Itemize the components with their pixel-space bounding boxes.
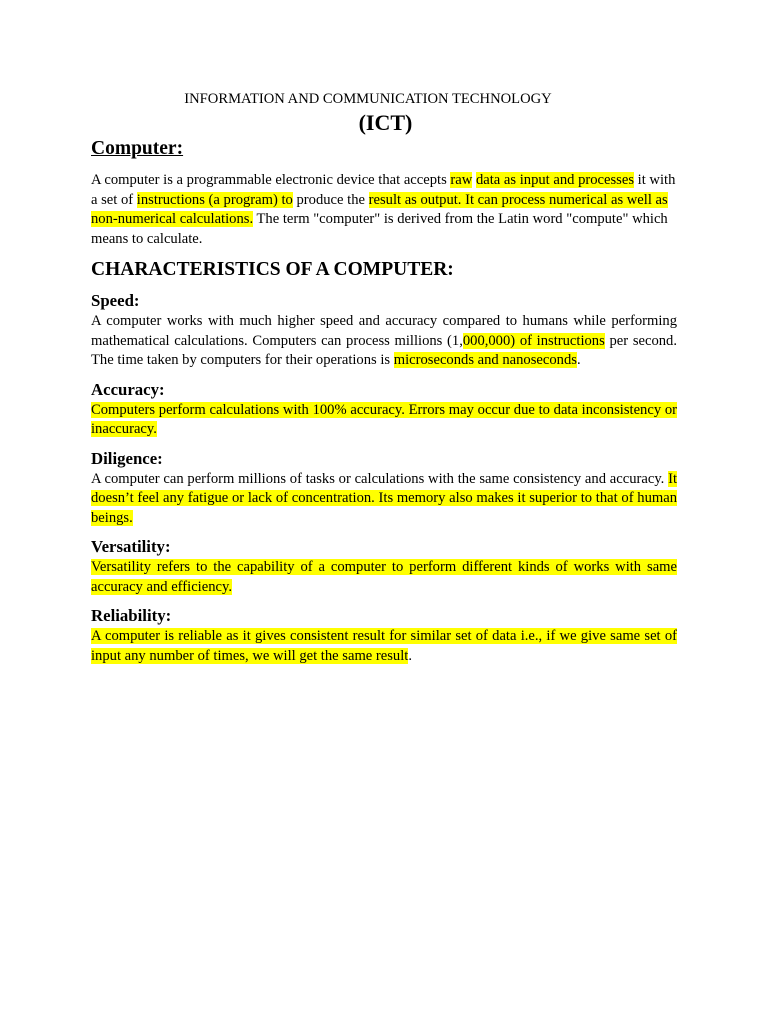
computer-paragraph [91,171,677,249]
accuracy-highlight: Computers perform calculations with 100% accuracy. Errors may occur due to data inconsistency or inaccuracy. [91,401,677,437]
computer-heading: Computer: [91,138,184,159]
accuracy-paragraph [91,401,677,440]
document-subtitle: (ICT) [358,110,413,135]
diligence-text-1: A computer can perform millions of tasks or calculations with the same consistency and accuracy. [91,470,669,487]
document-body [91,137,677,666]
versatility-paragraph [91,558,677,597]
accuracy-heading: Accuracy: [91,379,165,399]
diligence-highlight: It doesn’t feel any fatigue or lack of concentration. Its memory also makes it superior to that of human beings. [91,470,677,526]
computer-highlight-4: result as output. It can process numerical as well as non-numerical calculations. [91,191,668,227]
speed-text-3: . [576,352,581,368]
reliability-highlight: A computer is reliable as it gives consistent result for similar set of data i.e., if we give same set of input any number of times, we will get the same result [91,628,677,664]
reliability-text-1: . [408,647,412,664]
computer-highlight-3: instructions (a program) to [136,191,293,208]
speed-highlight-2: microseconds and nanoseconds [393,352,577,368]
speed-paragraph [91,312,677,371]
diligence-heading: Diligence: [91,448,163,468]
computer-highlight-2: data as input and processes [475,172,635,188]
versatility-highlight: Versatility refers to the capability of a computer to perform different kinds of works with same accuracy and efficiency. [91,559,677,595]
versatility-heading: Versatility: [91,537,171,556]
speed-heading: Speed: [91,291,140,310]
document-title: INFORMATION AND COMMUNICATION TECHNOLOGY [184,91,552,107]
characteristics-heading: CHARACTERISTICS OF A COMPUTER: [91,259,454,280]
speed-text-1: A computer works with much higher speed and accuracy compared to humans while performing mathematical calculations. Computers can process millions (1, [91,313,677,349]
speed-text-2: per second. The time taken by computers for their operations is [91,332,677,368]
computer-text-4: produce the [292,191,369,208]
computer-highlight-1: raw [450,172,473,188]
computer-text-3: it with a set of [91,172,676,208]
computer-text-5: The term "computer" is derived from the Latin word "compute" which means to calculate. [91,211,668,247]
diligence-paragraph [91,470,677,529]
speed-highlight-1: 000,000) of instructions [462,332,605,349]
computer-text-1: A computer is a programmable electronic device that accepts [91,172,451,188]
reliability-paragraph [91,627,677,666]
reliability-heading: Reliability: [91,606,172,625]
